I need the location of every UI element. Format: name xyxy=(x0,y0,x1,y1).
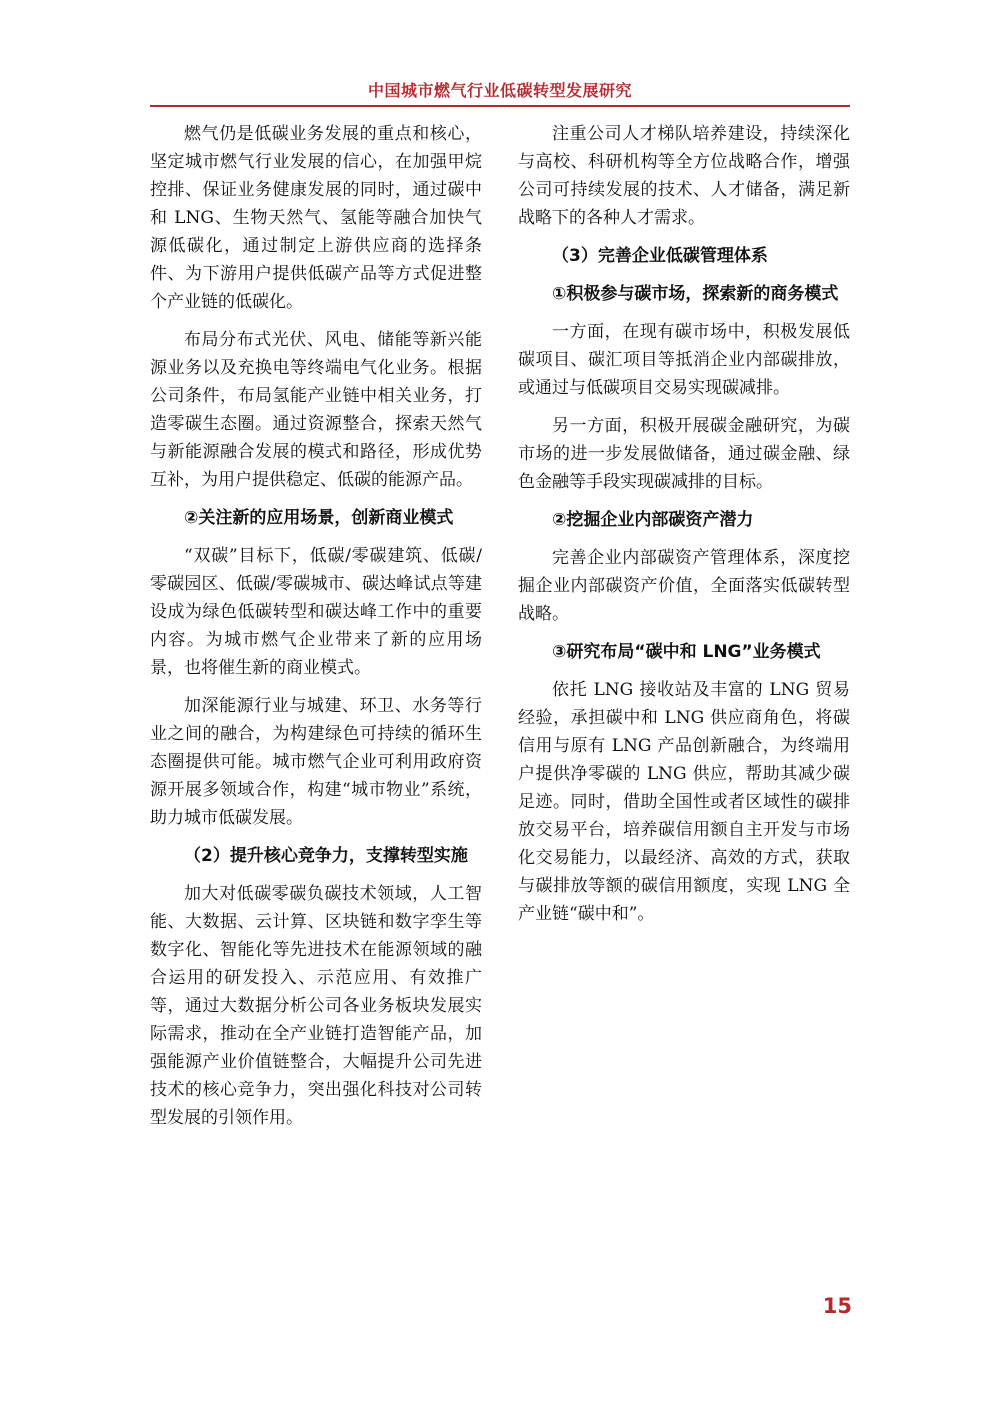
paragraph: 另一方面，积极开展碳金融研究，为碳市场的进一步发展做储备，通过碳金融、绿色金融等手段实现碳减排的目标。 xyxy=(518,416,850,492)
paragraph: 一方面，在现有碳市场中，积极发展低碳项目、碳汇项目等抵消企业内部碳排放，或通过与低碳项目交易实现碳减排。 xyxy=(518,322,850,398)
paragraph: “双碳”目标下，低碳/零碳建筑、低碳/零碳园区、低碳/零碳城市、碳达峰试点等建设成为绿色低碳转型和碳达峰工作中的重要内容。为城市燃气企业带来了新的应用场景，也将催生新的商业模式。 xyxy=(150,546,482,678)
paragraph: 注重公司人才梯队培养建设，持续深化与高校、科研机构等全方位战略合作，增强公司可持续发展的技术、人才储备，满足新战略下的各种人才需求。 xyxy=(518,124,850,228)
section-heading: （2）提升核心竞争力，支撑转型实施 xyxy=(184,846,468,866)
left-column xyxy=(150,120,482,1142)
subsection-heading: ②关注新的应用场景，创新商业模式 xyxy=(184,508,454,528)
running-header: 中国城市燃气行业低碳转型发展研究 xyxy=(367,81,632,100)
paragraph: 完善企业内部碳资产管理体系，深度挖掘企业内部碳资产价值，全面落实低碳转型战略。 xyxy=(518,548,850,624)
subsection-heading: ①积极参与碳市场，探索新的商务模式 xyxy=(552,284,839,304)
subsection-heading: ③研究布局“碳中和 LNG”业务模式 xyxy=(552,642,821,662)
paragraph: 依托 LNG 接收站及丰富的 LNG 贸易经验，承担碳中和 LNG 供应商角色，将碳信用与原有 LNG 产品创新融合，为终端用户提供净零碳的 LNG 供应，帮助其减少碳足迹。同时，借助全国性或者区域性的碳排放交易平台，培养碳信用额自主开发与市场化交易能力，以最经济、高效的方式，获取与碳排放等额的碳信用额度，实现 LNG 全产业链“碳中和”。 xyxy=(518,680,850,924)
section-heading: （3）完善企业低碳管理体系 xyxy=(552,246,768,266)
paragraph: 加深能源行业与城建、环卫、水务等行业之间的融合，为构建绿色可持续的循环生态圈提供可能。城市燃气企业可利用政府资源开展多领域合作，构建“城市物业”系统，助力城市低碳发展。 xyxy=(150,696,482,828)
right-column xyxy=(518,120,850,938)
header-rule xyxy=(150,105,850,107)
page-number: 15 xyxy=(822,1294,852,1318)
paragraph: 燃气仍是低碳业务发展的重点和核心，坚定城市燃气行业发展的信心，在加强甲烷控排、保证业务健康发展的同时，通过碳中和 LNG、生物天然气、氢能等融合加快气源低碳化，通过制定上游供应商的选择条件、为下游用户提供低碳产品等方式促进整个产业链的低碳化。 xyxy=(150,124,482,312)
paragraph: 布局分布式光伏、风电、储能等新兴能源业务以及充换电等终端电气化业务。根据公司条件，布局氢能产业链中相关业务，打造零碳生态圈。通过资源整合，探索天然气与新能源融合发展的模式和路径，形成优势互补，为用户提供稳定、低碳的能源产品。 xyxy=(150,330,482,490)
subsection-heading: ②挖掘企业内部碳资产潜力 xyxy=(552,510,754,530)
paragraph: 加大对低碳零碳负碳技术领域，人工智能、大数据、云计算、区块链和数字孪生等数字化、智能化等先进技术在能源领域的融合运用的研发投入、示范应用、有效推广等，通过大数据分析公司各业务板块发展实际需求，推动在全产业链打造智能产品，加强能源产业价值链整合，大幅提升公司先进技术的核心竞争力，突出强化科技对公司转型发展的引领作用。 xyxy=(150,884,482,1128)
